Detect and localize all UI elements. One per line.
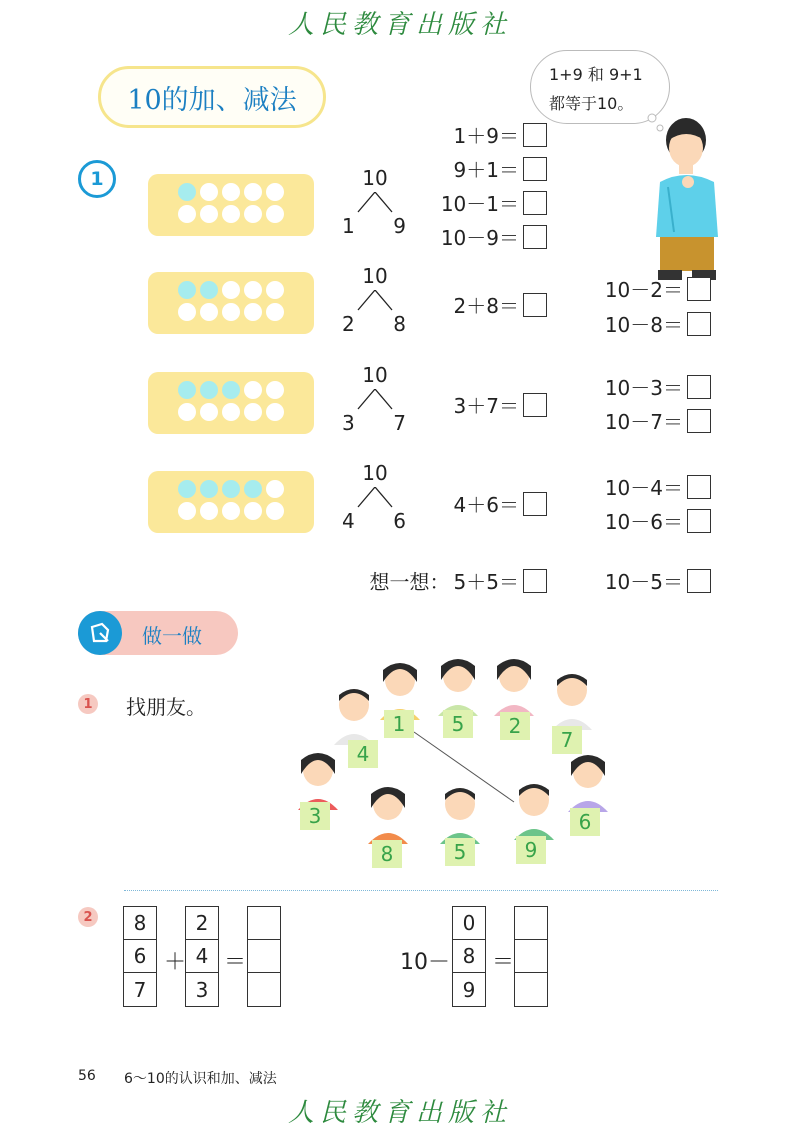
- equation: [454, 154, 547, 183]
- counter-dot-empty: [222, 303, 240, 321]
- counter-dot-empty: [266, 183, 284, 201]
- counter-dot-empty: [244, 381, 262, 399]
- counter-dot-empty: [200, 183, 218, 201]
- decomp-right: 7: [393, 411, 406, 435]
- answer-box[interactable]: [687, 409, 711, 433]
- decomposition-3: [340, 363, 410, 443]
- answer-column-2: [514, 906, 548, 1007]
- column-cell: 0: [453, 907, 485, 940]
- decomposition-2: [340, 264, 410, 344]
- equation-text: 10－6＝: [604, 510, 683, 534]
- kid-figure: [546, 670, 598, 730]
- counter-dot-filled: [178, 381, 196, 399]
- dotted-divider: [124, 890, 718, 891]
- answer-box[interactable]: [523, 293, 547, 317]
- think-equation: [370, 566, 547, 595]
- number-tag[interactable]: 9: [516, 836, 546, 864]
- counter-panel-3: [148, 372, 314, 434]
- dot-grid-2: [178, 281, 284, 321]
- number-tag[interactable]: 3: [300, 802, 330, 830]
- equation-text: 10－4＝: [604, 476, 683, 500]
- speech-line-2: 都等于10。: [549, 94, 634, 113]
- equation-text: 1＋9＝: [453, 124, 519, 148]
- answer-cell[interactable]: [515, 973, 547, 1006]
- decomp-whole: 10: [362, 363, 388, 387]
- equation: [454, 489, 547, 518]
- equation: [605, 472, 711, 501]
- equation-text: 4＋6＝: [453, 493, 519, 517]
- decomp-left: 4: [342, 509, 355, 533]
- number-tag[interactable]: 7: [552, 726, 582, 754]
- dot-grid-1: [178, 183, 284, 223]
- decomp-whole: 10: [362, 166, 388, 190]
- equation-text: 10－3＝: [604, 376, 683, 400]
- answer-column-1: [247, 906, 281, 1007]
- equation: [454, 390, 547, 419]
- counter-dot-empty: [244, 183, 262, 201]
- kid-figure: [432, 656, 484, 716]
- counter-dot-empty: [244, 502, 262, 520]
- counter-dot-filled: [222, 480, 240, 498]
- kid-figure: [328, 685, 380, 745]
- equation-text: 5＋5＝: [453, 570, 519, 594]
- practice-icon: [78, 611, 122, 655]
- number-tag[interactable]: 2: [500, 712, 530, 740]
- counter-dot-empty: [178, 502, 196, 520]
- equation: [605, 566, 711, 595]
- answer-box[interactable]: [687, 569, 711, 593]
- number-column-3: [452, 906, 486, 1007]
- answer-box[interactable]: [687, 277, 711, 301]
- chapter-title: 6～10的认识和加、减法: [124, 1071, 277, 1087]
- answer-box[interactable]: [687, 509, 711, 533]
- equation: [454, 290, 547, 319]
- counter-dot-empty: [178, 403, 196, 421]
- publisher-logo-footer: 人民教育出版社: [287, 1098, 512, 1128]
- counter-dot-filled: [222, 381, 240, 399]
- decomp-left: 2: [342, 312, 355, 336]
- counter-dot-empty: [244, 403, 262, 421]
- column-cell: 8: [453, 940, 485, 973]
- counter-dot-empty: [266, 281, 284, 299]
- decomp-left: 3: [342, 411, 355, 435]
- equation-text: 10－1＝: [440, 192, 519, 216]
- answer-box[interactable]: [687, 375, 711, 399]
- number-tag[interactable]: 5: [443, 710, 473, 738]
- equation-text: 9＋1＝: [453, 158, 519, 182]
- equation: [454, 120, 547, 149]
- number-tag[interactable]: 6: [570, 808, 600, 836]
- number-tag[interactable]: 1: [384, 710, 414, 738]
- page-number: 56: [78, 1068, 96, 1084]
- answer-box[interactable]: [523, 569, 547, 593]
- exercise-number-2: 2: [78, 907, 98, 927]
- decomp-right: 8: [393, 312, 406, 336]
- answer-cell[interactable]: [248, 940, 280, 973]
- counter-dot-empty: [244, 205, 262, 223]
- kid-figure: [434, 784, 486, 844]
- counter-dot-empty: [178, 303, 196, 321]
- equation: [605, 372, 711, 401]
- column-cell: 9: [462, 977, 476, 1002]
- column-cell: 2: [186, 907, 218, 940]
- publisher-logo: 人民教育出版社: [287, 10, 512, 40]
- kid-figure: [488, 656, 540, 716]
- number-tag[interactable]: 5: [445, 838, 475, 866]
- boy-illustration: [648, 112, 728, 282]
- counter-dot-empty: [222, 281, 240, 299]
- counter-dot-empty: [266, 480, 284, 498]
- answer-cell[interactable]: [248, 907, 280, 940]
- speech-text: [549, 60, 643, 118]
- speech-line-1: 1+9 和 9+1: [549, 65, 643, 84]
- counter-dot-empty: [266, 381, 284, 399]
- equation: [605, 274, 711, 303]
- counter-dot-empty: [222, 183, 240, 201]
- decomp-right: 9: [393, 214, 406, 238]
- number-column-1: [123, 906, 157, 1007]
- counter-dot-empty: [244, 303, 262, 321]
- answer-box[interactable]: [687, 475, 711, 499]
- section-title: [98, 66, 326, 128]
- answer-box[interactable]: [523, 191, 547, 215]
- counter-dot-filled: [178, 480, 196, 498]
- counter-dot-empty: [200, 502, 218, 520]
- ten-minus: 10－: [400, 950, 450, 975]
- counter-dot-empty: [266, 502, 284, 520]
- equals-sign: ＝: [224, 950, 247, 975]
- column-cell: 4: [186, 940, 218, 973]
- think-label: 想一想：: [369, 570, 450, 594]
- example-number: 1: [78, 160, 116, 198]
- counter-dot-filled: [200, 480, 218, 498]
- answer-box[interactable]: [687, 312, 711, 336]
- answer-box[interactable]: [523, 393, 547, 417]
- decomp-whole: 10: [362, 264, 388, 288]
- column-cell: 7: [133, 977, 147, 1002]
- exercise-number-1: 1: [78, 694, 98, 714]
- counter-dot-empty: [200, 403, 218, 421]
- counter-dot-empty: [222, 403, 240, 421]
- equation: [441, 188, 547, 217]
- counter-dot-empty: [266, 303, 284, 321]
- equation-text: 10－2＝: [604, 278, 683, 302]
- kid-figure: [362, 784, 414, 844]
- counter-dot-empty: [244, 281, 262, 299]
- counter-dot-empty: [266, 403, 284, 421]
- answer-box[interactable]: [523, 492, 547, 516]
- answer-cell[interactable]: [248, 973, 280, 1006]
- counter-dot-empty: [200, 303, 218, 321]
- equation: [441, 222, 547, 251]
- equation-text: 2＋8＝: [453, 294, 519, 318]
- equation-text: 10－8＝: [604, 313, 683, 337]
- column-cell: 3: [195, 977, 209, 1002]
- counter-panel-1: [148, 174, 314, 236]
- column-cell: 8: [124, 907, 156, 940]
- answer-box[interactable]: [523, 225, 547, 249]
- counter-dot-empty: [178, 205, 196, 223]
- number-tag[interactable]: 4: [348, 740, 378, 768]
- equation: [605, 309, 711, 338]
- counter-dot-filled: [200, 381, 218, 399]
- plus-sign: ＋: [164, 950, 187, 975]
- counter-panel-2: [148, 272, 314, 334]
- counter-panel-4: [148, 471, 314, 533]
- answer-cell[interactable]: [515, 940, 547, 973]
- counter-dot-filled: [244, 480, 262, 498]
- counter-dot-empty: [200, 205, 218, 223]
- counter-dot-filled: [200, 281, 218, 299]
- kid-figure: [292, 750, 344, 810]
- exercise-1-text: 找朋友。: [126, 695, 206, 719]
- dot-grid-4: [178, 480, 284, 520]
- equation-text: 3＋7＝: [453, 394, 519, 418]
- equation-text: 10－7＝: [604, 410, 683, 434]
- decomp-right: 6: [393, 509, 406, 533]
- counter-dot-filled: [178, 281, 196, 299]
- column-cell: 6: [124, 940, 156, 973]
- counter-dot-empty: [222, 502, 240, 520]
- counter-dot-empty: [266, 205, 284, 223]
- equation: [605, 506, 711, 535]
- counter-dot-empty: [222, 205, 240, 223]
- equation: [605, 406, 711, 435]
- decomposition-4: [340, 461, 410, 541]
- equation-text: 10－9＝: [440, 226, 519, 250]
- decomposition-1: [340, 166, 410, 246]
- number-tag[interactable]: 8: [372, 840, 402, 868]
- decomp-left: 1: [342, 214, 355, 238]
- equals-sign: ＝: [492, 950, 515, 975]
- dot-grid-3: [178, 381, 284, 421]
- practice-label: 做一做: [142, 624, 202, 648]
- answer-box[interactable]: [523, 123, 547, 147]
- kid-figure: [562, 752, 614, 812]
- answer-box[interactable]: [523, 157, 547, 181]
- section-title-text: 10的加、减法: [127, 84, 297, 116]
- counter-dot-filled: [178, 183, 196, 201]
- number-column-2: [185, 906, 219, 1007]
- decomp-whole: 10: [362, 461, 388, 485]
- answer-cell[interactable]: [515, 907, 547, 940]
- kid-figure: [508, 780, 560, 840]
- equation-text: 10－5＝: [604, 570, 683, 594]
